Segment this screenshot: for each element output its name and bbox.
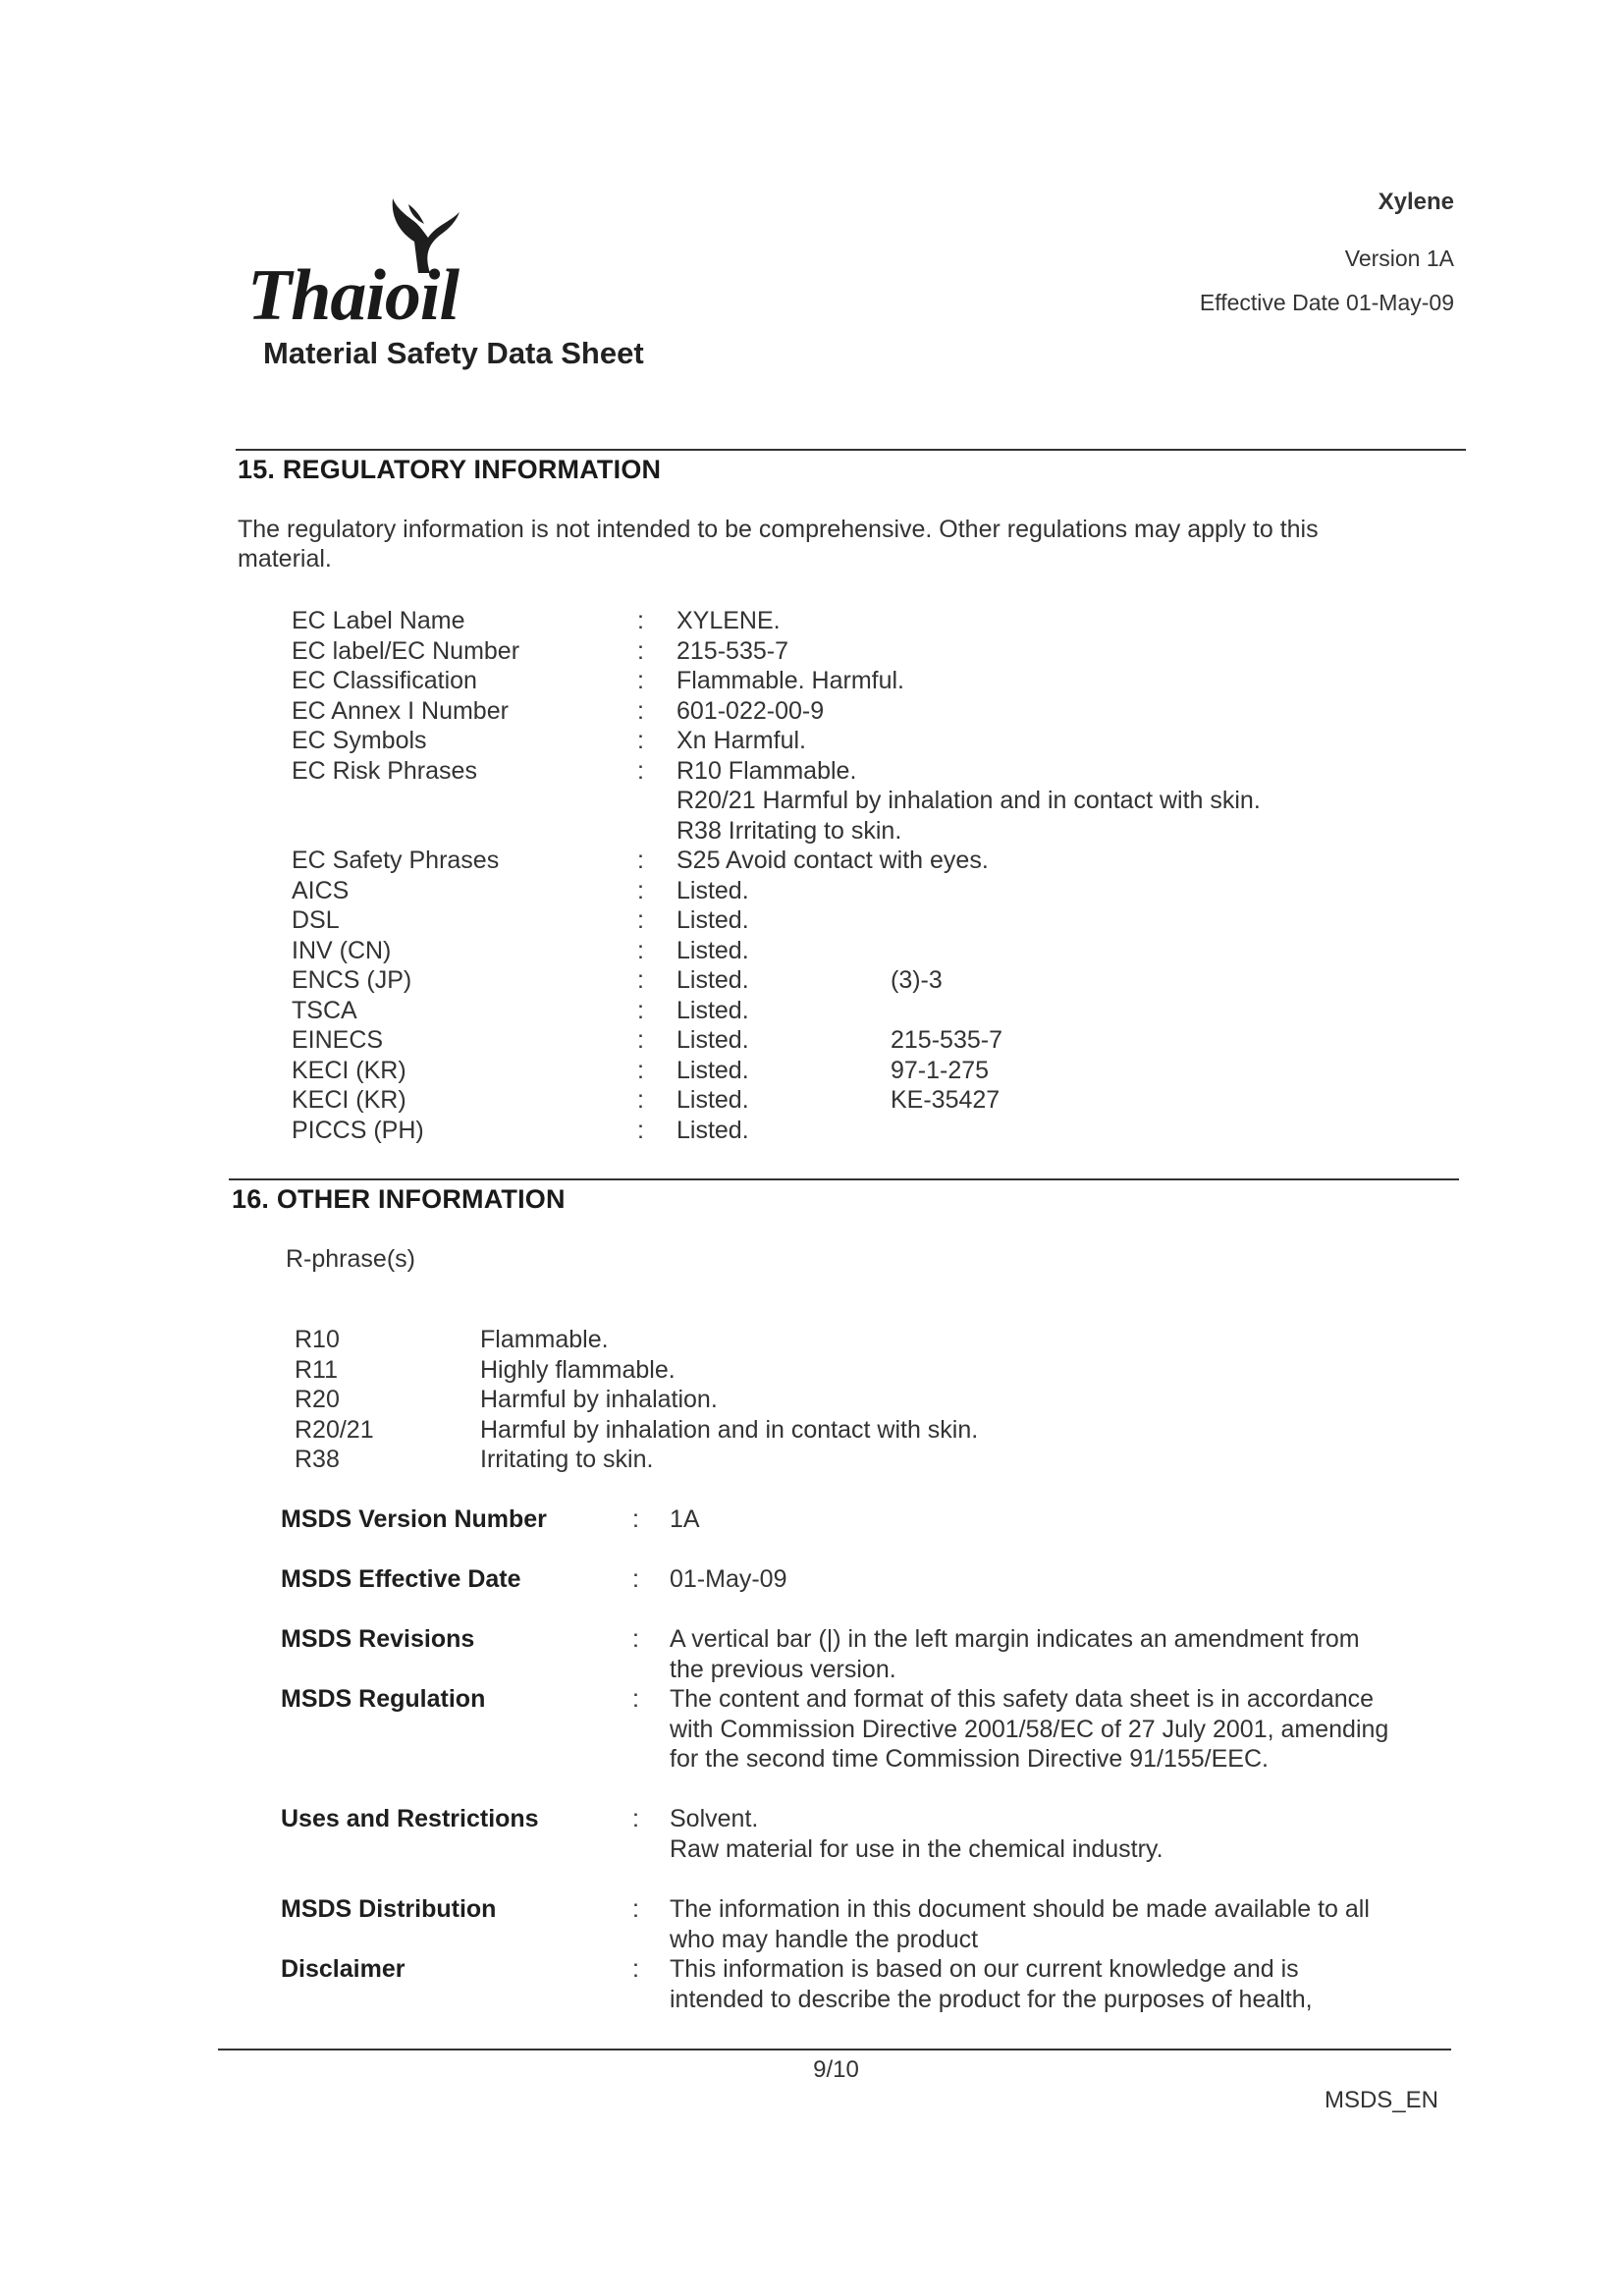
regulatory-row	[292, 1085, 1421, 1116]
regulatory-label: EC Label Name	[292, 607, 465, 634]
separator: :	[637, 1026, 644, 1054]
regulatory-value: Xn Harmful.	[676, 727, 806, 754]
document-title: Material Safety Data Sheet	[263, 336, 644, 370]
regulatory-row	[292, 905, 1421, 936]
info-value: The content and format of this safety data sheet is in accordance with Commission Directive 2001/58/EC of 27 July 2001, amending for the second time Commission Directive 91/155/EEC.	[670, 1685, 1389, 1773]
separator: :	[637, 966, 644, 994]
regulatory-row	[292, 786, 1421, 816]
info-label: Uses and Restrictions	[281, 1805, 539, 1832]
regulatory-row	[292, 756, 1421, 787]
separator: :	[637, 696, 644, 725]
list-item	[295, 1325, 1178, 1355]
regulatory-value: 215-535-7	[676, 636, 788, 665]
regulatory-label: AICS	[292, 876, 350, 904]
regulatory-label: DSL	[292, 906, 340, 934]
regulatory-row	[292, 965, 1421, 996]
regulatory-label: TSCA	[292, 996, 357, 1024]
info-label: Disclaimer	[281, 1955, 406, 1983]
regulatory-row	[292, 1116, 1421, 1146]
footer-divider	[218, 2049, 1451, 2050]
product-name: Xylene	[1378, 189, 1454, 215]
regulatory-value: Listed.	[676, 996, 749, 1024]
regulatory-row	[292, 816, 1421, 847]
regulatory-row	[292, 636, 1421, 667]
regulatory-row	[292, 666, 1421, 696]
r-phrase-code: R10	[295, 1326, 340, 1353]
regulatory-value: S25 Avoid contact with eyes.	[676, 847, 989, 874]
separator: :	[637, 996, 644, 1024]
regulatory-value: Listed.	[676, 936, 749, 964]
regulatory-row	[292, 846, 1421, 876]
regulatory-label: EC Safety Phrases	[292, 847, 500, 874]
separator: :	[637, 727, 644, 754]
separator: :	[637, 1086, 644, 1114]
msds-info-table	[281, 1504, 1410, 2015]
separator: :	[632, 1805, 639, 1832]
separator: :	[632, 1955, 639, 1983]
regulatory-label: PICCS (PH)	[292, 1116, 424, 1144]
regulatory-row	[292, 936, 1421, 966]
separator: :	[637, 1056, 644, 1084]
regulatory-value: Flammable. Harmful.	[676, 667, 904, 694]
r-phrase-text: Harmful by inhalation and in contact with skin.	[480, 1415, 979, 1444]
regulatory-value: R10 Flammable.	[676, 756, 857, 785]
regulatory-label: EINECS	[292, 1026, 384, 1054]
regulatory-label: KECI (KR)	[292, 1056, 406, 1084]
regulatory-extra: KE-35427	[891, 1086, 1001, 1114]
regulatory-value: Listed.	[676, 1086, 749, 1114]
regulatory-label: INV (CN)	[292, 936, 392, 964]
r-phrase-code: R20/21	[295, 1415, 374, 1444]
separator: :	[637, 636, 644, 665]
regulatory-row	[292, 696, 1421, 727]
regulatory-value: 601-022-00-9	[676, 696, 825, 725]
info-label: MSDS Version Number	[281, 1505, 547, 1533]
regulatory-row	[292, 606, 1421, 636]
separator: :	[637, 876, 644, 904]
section-15-title: 15. REGULATORY INFORMATION	[238, 455, 662, 484]
list-item	[295, 1445, 1178, 1475]
regulatory-value: Listed.	[676, 1056, 749, 1084]
info-value: A vertical bar (|) in the left margin indicates an amendment from the previous version.	[670, 1625, 1360, 1683]
info-label: MSDS Effective Date	[281, 1565, 521, 1593]
regulatory-value: Listed.	[676, 1026, 749, 1054]
r-phrases-heading: R-phrase(s)	[286, 1245, 415, 1273]
regulatory-label: EC Risk Phrases	[292, 756, 477, 785]
regulatory-extra: 97-1-275	[891, 1056, 990, 1084]
separator: :	[637, 756, 644, 785]
regulatory-row	[292, 876, 1421, 906]
regulatory-value: R38 Irritating to skin.	[676, 816, 902, 845]
separator: :	[632, 1565, 639, 1593]
company-logo-text: Thaioil	[247, 255, 460, 336]
effective-date-label: Effective Date 01-May-09	[1199, 290, 1454, 315]
document-code: MSDS_EN	[1324, 2087, 1438, 2113]
r-phrase-code: R38	[295, 1446, 340, 1473]
separator: :	[632, 1685, 639, 1713]
info-value: Solvent. Raw material for use in the chemical industry.	[670, 1805, 1163, 1863]
separator: :	[637, 936, 644, 964]
section-16-title: 16. OTHER INFORMATION	[232, 1184, 566, 1214]
regulatory-value: Listed.	[676, 906, 749, 934]
separator: :	[637, 607, 644, 634]
r-phrase-text: Harmful by inhalation.	[480, 1386, 718, 1413]
regulatory-row	[292, 726, 1421, 756]
r-phrase-text: Irritating to skin.	[480, 1446, 654, 1473]
separator: :	[637, 847, 644, 874]
regulatory-label: EC label/EC Number	[292, 636, 520, 665]
list-item	[295, 1355, 1178, 1386]
separator: :	[637, 1116, 644, 1144]
separator: :	[632, 1895, 639, 1923]
list-item	[295, 1415, 1178, 1446]
info-label: MSDS Distribution	[281, 1895, 497, 1923]
regulatory-extra: 215-535-7	[891, 1026, 1002, 1054]
regulatory-extra: (3)-3	[891, 966, 943, 994]
r-phrase-text: Highly flammable.	[480, 1355, 676, 1384]
regulatory-value: R20/21 Harmful by inhalation and in contact with skin.	[676, 787, 1261, 814]
info-label: MSDS Revisions	[281, 1625, 475, 1653]
regulatory-value: Listed.	[676, 966, 749, 994]
info-value: 01-May-09	[670, 1565, 787, 1593]
regulatory-table	[292, 606, 1421, 1145]
r-phrase-text: Flammable.	[480, 1326, 609, 1353]
separator: :	[632, 1625, 639, 1653]
regulatory-row	[292, 1025, 1421, 1056]
regulatory-value: Listed.	[676, 876, 749, 904]
info-value: 1A	[670, 1505, 700, 1533]
r-phrase-code: R11	[295, 1355, 339, 1384]
separator: :	[637, 906, 644, 934]
regulatory-row	[292, 1056, 1421, 1086]
regulatory-row	[292, 996, 1421, 1026]
page-number: 9/10	[813, 2056, 859, 2083]
section-divider	[229, 1178, 1459, 1180]
r-phrase-code: R20	[295, 1386, 340, 1413]
version-label: Version 1A	[1344, 246, 1454, 271]
regulatory-value: XYLENE.	[676, 607, 781, 634]
separator: :	[632, 1505, 639, 1533]
info-value: The information in this document should be made available to all who may handle the product	[670, 1895, 1370, 1953]
info-label: MSDS Regulation	[281, 1685, 486, 1713]
list-item	[295, 1385, 1178, 1415]
info-value: This information is based on our current knowledge and is intended to describe the product for the purposes of health,	[670, 1955, 1313, 2013]
regulatory-intro: The regulatory information is not intended to be comprehensive. Other regulations may apply to this material.	[238, 516, 1319, 573]
section-divider	[236, 449, 1466, 451]
regulatory-value: Listed.	[676, 1116, 749, 1144]
regulatory-label: EC Classification	[292, 667, 477, 694]
regulatory-label: ENCS (JP)	[292, 966, 412, 994]
regulatory-label: EC Annex I Number	[292, 696, 509, 725]
regulatory-label: KECI (KR)	[292, 1086, 406, 1114]
regulatory-label: EC Symbols	[292, 727, 427, 754]
r-phrases-list	[295, 1325, 1178, 1475]
separator: :	[637, 667, 644, 694]
